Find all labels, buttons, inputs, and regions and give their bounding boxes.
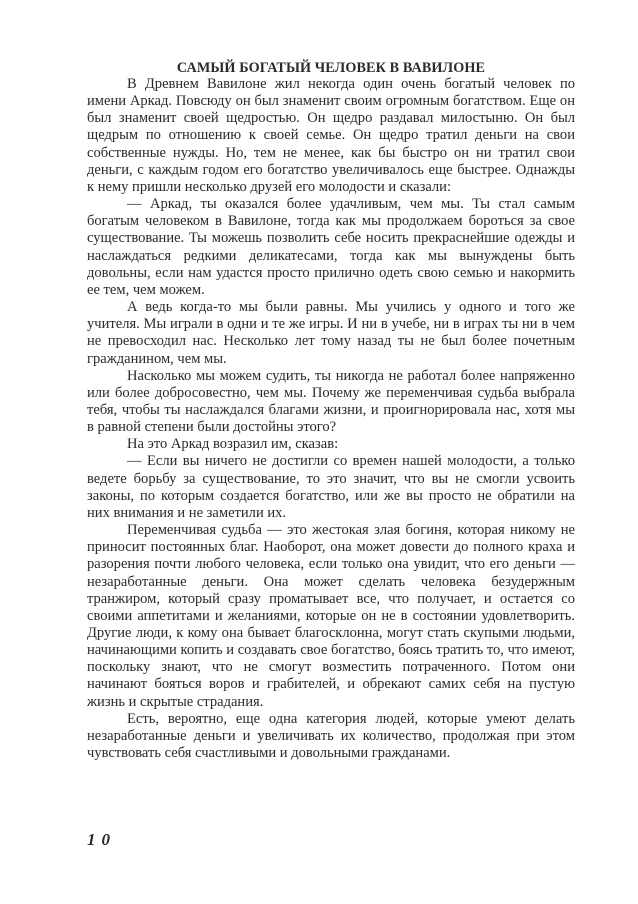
page-content — [87, 60, 575, 762]
page-number: 10 — [87, 830, 116, 849]
paragraph: В Древнем Вавилоне жил некогда один очень богатый человек по имени Аркад. Повсюду он был знаменит своим огромным богатством. Еще он был знаменит своей щедростью. Он щедро раздавал милостыню. Он был щедрым по отношению к своей семье. Он щедро тратил деньги на свои собственные нужды. Но, тем не менее, как бы быстро он ни тратил свои деньги, с каждым годом его богатство увеличивалось еще быстрее. Однажды к нему пришли несколько друзей его молодости и сказали: — [87, 76, 575, 195]
body-text — [87, 76, 575, 762]
paragraph: — Аркад, ты оказался более удачливым, чем мы. Ты стал самым богатым человеком в Вавилоне, тогда как мы продолжаем бороться за свое существование. Ты можешь позволить себе носить прекраснейшие одежды и наслаждаться редкими деликатесами, тогда как мы вынуждены быть довольны, если нам удастся просто прилично одеть свою семью и накормить ее тем, чем можем. — [87, 196, 575, 298]
paragraph: А ведь когда-то мы были равны. Мы учились у одного и того же учителя. Мы играли в одни и те же игры. И ни в учебе, ни в играх ты ни в чем не превосходил нас. Несколько лет тому назад ты не был более почетным гражданином, чем мы. — [87, 299, 575, 367]
paragraph: Насколько мы можем судить, ты никогда не работал более напряженно или более добросовестно, чем мы. Почему же переменчивая судьба выбрала тебя, чтобы ты наслаждался благами жизни, и проигнорировала нас, хотя мы в равной степени были достойны этого? — [87, 367, 575, 436]
paragraph: На это Аркад возразил им, сказав: — [127, 436, 339, 453]
paragraph: — Если вы ничего не достигли со времен нашей молодости, а только ведете борьбу за существование, то это значит, что вы не смогли усвоить законы, по которым создается богатство, или же вы просто не обратили на них внимания и не заметили их. — [87, 453, 575, 521]
paragraph: Есть, вероятно, еще одна категория людей, которые умеют делать незаработанные деньги и увеличивать их количество, продолжая при этом чувствовать себя счастливыми и довольными гражданами. — [87, 710, 575, 762]
paragraph: Переменчивая судьба — это жестокая злая богиня, которая никому не приносит постоянных благ. Наоборот, она может довести до полного краха и разорения почти любого человека, если только она увидит, что его деньги — незаработанные деньги. Она может сделать человека безудержным транжиром, который сразу проматывает все, что получает, и остается со своими аппетитами и желаниями, которые он не в состоянии удовлетворить. Другие люди, к кому она бывает благосклонна, могут стать скупыми людьми, начинающими копить и создавать свое богатство, боясь тратить то, что имеют, поскольку знают, что не смогут возместить потраченного. Потом они начинают бояться воров и грабителей, и обрекают самих себя на пустую жизнь и скрытые страдания. — [87, 522, 575, 710]
chapter-title: САМЫЙ БОГАТЫЙ ЧЕЛОВЕК В ВАВИЛОНЕ — [176, 60, 486, 76]
